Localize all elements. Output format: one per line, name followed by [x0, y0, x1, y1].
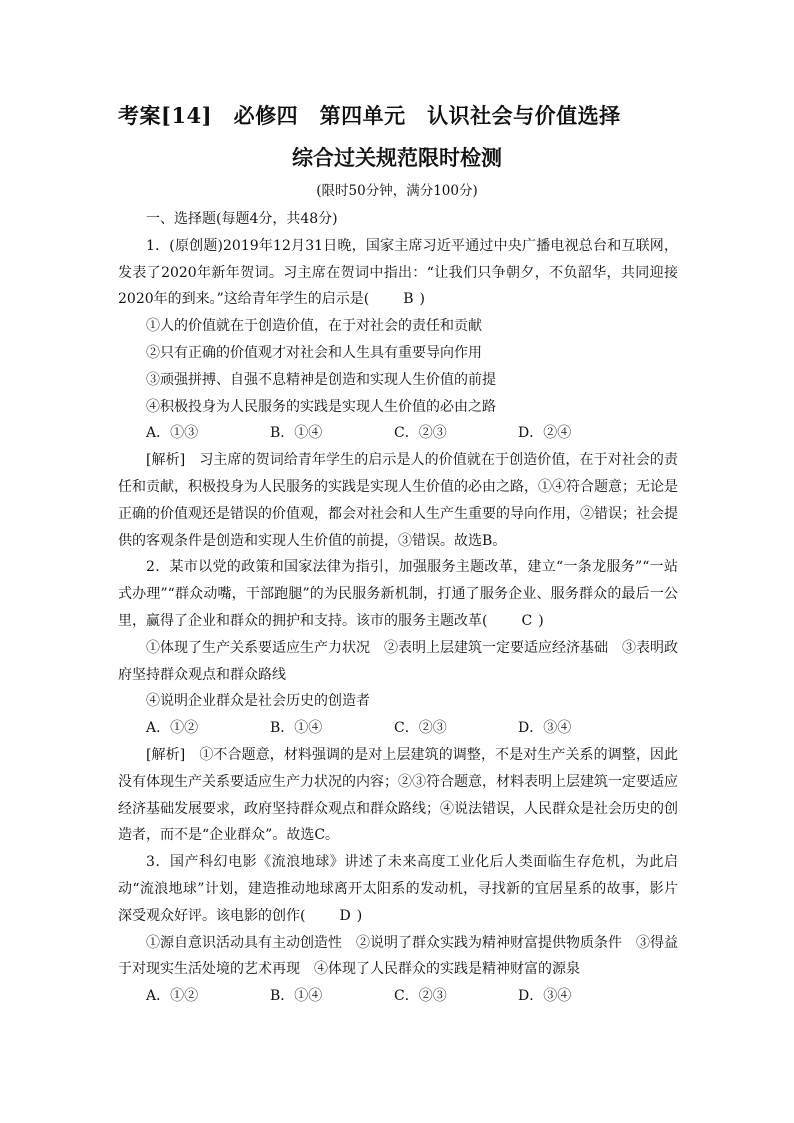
- question-3-options: [118, 983, 678, 1010]
- question-2-stem: 2．某市以党的政策和国家法律为指引，加强服务主题改革，建立“一条龙服务”“一站式办理”“群众动嘴，干部跑腿”的为民服务新机制，打通了服务企业、服务群众的最后一公里，赢得了企业和群众的拥护和支持。该市的服务主题改革( C ): [118, 554, 678, 634]
- question-1-item: ①人的价值就在于创造价值，在于对社会的责任和贡献: [146, 318, 482, 335]
- question-1-stem: 1．(原创题)2019年12月31日晚，国家主席习近平通过中央广播电视总台和互联网，发表了2020年新年贺词。习主席在贺词中指出：“让我们只争朝夕，不负韶华，共同迎接2020年的到来。”这给青年学生的启示是( B ): [118, 233, 678, 313]
- option-a: A．①③: [146, 425, 199, 442]
- question-2-items: ①体现了生产关系要适应生产力状况 ②表明上层建筑一定要适应经济基础 ③表明政府坚持群众观点和群众路线: [118, 639, 678, 683]
- option-c: C．②③: [394, 720, 447, 737]
- question-2-analysis: [解析] ①不合题意，材料强调的是对上层建筑的调整，不是对生产关系的调整，因此没有体现生产关系要适应生产力状况的内容；②③符合题意，材料表明上层建筑一定要适应经济基础发展要求，政府坚持群众观点和群众路线；④说法错误，人民群众是社会历史的创造者，而不是“企业群众”。故选C。: [118, 746, 678, 844]
- page-title: 考案[14] 必修四 第四单元 认识社会与价值选择: [118, 103, 621, 128]
- question-1-options: [118, 420, 678, 447]
- option-a: A．①②: [146, 988, 199, 1005]
- page-subtitle: 综合过关规范限时检测: [292, 145, 502, 170]
- question-1-item: ④积极投身为人民服务的实践是实现人生价值的必由之路: [146, 398, 496, 415]
- question-1-answer: B: [403, 291, 414, 308]
- option-c: C．②③: [394, 988, 447, 1005]
- option-a: A．①②: [146, 720, 199, 737]
- option-d: D．③④: [518, 720, 572, 737]
- option-b: B．①④: [270, 988, 323, 1005]
- question-3-items: ①源自意识活动具有主动创造性 ②说明了群众实践为精神财富提供物质条件 ③得益于对现实生活处境的艺术再现 ④体现了人民群众的实践是精神财富的源泉: [118, 934, 678, 978]
- question-3-answer: D: [339, 907, 351, 924]
- question-1-analysis: [解析] 习主席的贺词给青年学生的启示是人的价值就在于创造价值，在于对社会的责任和贡献，积极投身为人民服务的实践是实现人生价值的必由之路，①④符合题意；无论是正确的价值观还是错误的价值观，都会对社会和人生产生重要的导向作用，②错误；社会提供的客观条件是创造和实现人生价值的前提，③错误。故选B。: [118, 452, 678, 549]
- question-1-item: ③顽强拼搏、自强不息精神是创造和实现人生价值的前提: [146, 371, 496, 388]
- option-b: B．①④: [270, 720, 323, 737]
- question-1-item: ②只有正确的价值观才对社会和人生具有重要导向作用: [146, 344, 482, 361]
- section-heading: 一、选择题(每题4分，共48分): [146, 211, 338, 227]
- question-2-options: [118, 715, 678, 742]
- option-b: B．①④: [270, 425, 323, 442]
- time-limit-note: (限时50分钟，满分100分): [316, 183, 478, 199]
- question-2-item: ④说明企业群众是社会历史的创造者: [146, 693, 370, 710]
- question-content: [118, 206, 678, 1010]
- option-c: C．②③: [394, 425, 447, 442]
- option-d: D．②④: [518, 425, 572, 442]
- option-d: D．③④: [518, 988, 572, 1005]
- question-3-stem: 3．国产科幻电影《流浪地球》讲述了未来高度工业化后人类面临生存危机，为此启动“流浪地球”计划，建造推动地球离开太阳系的发动机，寻找新的宜居星系的故事，影片深受观众好评。该电影的创作( D ): [118, 849, 678, 929]
- question-2-answer: C: [521, 612, 533, 629]
